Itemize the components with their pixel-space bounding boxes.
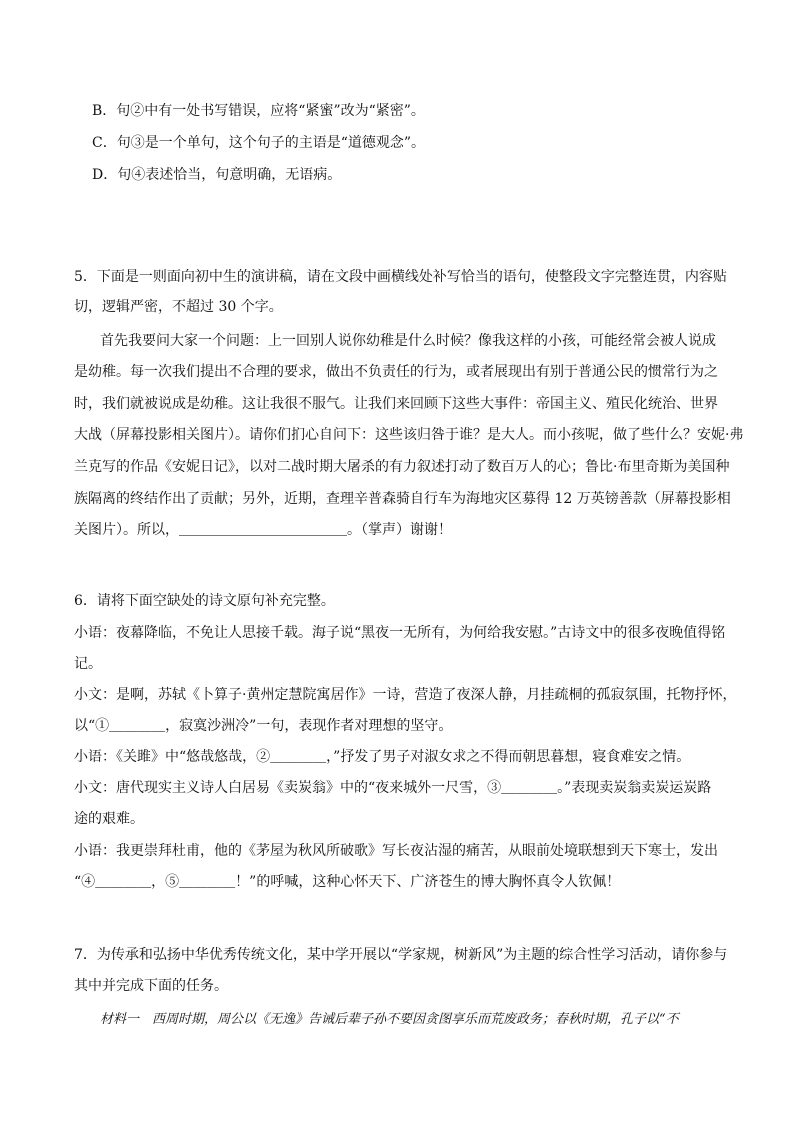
q6-dialogue-line-1: 小语：夜幕降临，不免让人思接千载。海子说“黑夜一无所有，为何给我安慰。”古诗文中的很多夜晚值得铭 bbox=[74, 625, 726, 641]
q5-speech-line-4: 大战（屏幕投影相关图片）。请你们扪心自问下：这些该归咎于谁？是大人。而小孩呢，做了些什么？安妮·弗 bbox=[74, 427, 744, 443]
q6-dialogue-line-7: 途的艰难。 bbox=[74, 811, 144, 827]
q6-dialogue-line-5: 小语：《关雎》中“悠哉悠哉，②＿＿＿＿，”抒发了男子对淑女求之不得而朝思暮想，寝食难安之情。 bbox=[74, 749, 691, 765]
q6-prompt: 6．请将下面空缺处的诗文原句补充完整。 bbox=[74, 593, 335, 609]
q7-prompt-line-2: 其中并完成下面的任务。 bbox=[74, 978, 228, 994]
q7-material-line: 材料一 西周时期，周公以《无逸》告诫后辈子孙不要因贪图享乐而荒废政务；春秋时期，孔子以“不 bbox=[100, 1012, 679, 1027]
q5-speech-line-2: 是幼稚。每一次我们提出不合理的要求，做出不负责任的行为，或者展现出有别于普通公民的惯常行为之 bbox=[74, 364, 718, 380]
q5-speech-line-1: 首先我要问大家一个问题：上一回别人说你幼稚是什么时候？像我这样的小孩，可能经常会被人说成 bbox=[100, 333, 716, 349]
option-b: B．句②中有一处书写错误，应将“紧蜜”改为“紧密”。 bbox=[92, 103, 425, 119]
q5-speech-line-7: 关图片）。所以，＿＿＿＿＿＿＿＿＿＿＿＿。（掌声）谢谢！ bbox=[74, 522, 452, 538]
q5-speech-line-5: 兰克写的作品《安妮日记》，以对二战时期大屠杀的有力叙述打动了数百万人的心；鲁比·布里奇斯为美国种 bbox=[74, 459, 730, 475]
option-c: C．句③是一个单句，这个句子的主语是“道德观念”。 bbox=[92, 135, 426, 151]
q5-prompt-line-1: 5．下面是一则面向初中生的演讲稿，请在文段中画横线处补写恰当的语句，使整段文字完整连贯，内容贴 bbox=[74, 269, 727, 285]
q7-prompt-line-1: 7．为传承和弘扬中华优秀传统文化，某中学开展以“学家规，树新风”为主题的综合性学习活动，请你参与 bbox=[74, 947, 728, 963]
option-d: D．句④表述恰当，句意明确，无语病。 bbox=[92, 167, 342, 183]
q6-dialogue-line-6: 小文：唐代现实主义诗人白居易《卖炭翁》中的“夜来城外一尺雪，③＿＿＿＿。”表现卖炭翁卖炭运炭路 bbox=[74, 780, 712, 796]
q5-speech-line-6: 族隔离的终结作出了贡献；另外，近期，查理辛普森骑自行车为海地灾区募得 12 万英镑善款（屏幕投影相 bbox=[74, 491, 731, 507]
q5-prompt-line-2: 切，逻辑严密，不超过 30 个字。 bbox=[74, 299, 283, 315]
q6-dialogue-line-3: 小文：是啊，苏轼《卜算子·黄州定慧院寓居作》一诗，营造了夜深人静，月挂疏桐的孤寂氛围，托物抒怀， bbox=[74, 687, 737, 703]
q6-dialogue-line-9: “④＿＿＿＿，⑤＿＿＿＿！”的呼喊，这种心怀天下、广济苍生的博大胸怀真令人钦佩！ bbox=[74, 874, 621, 890]
q6-dialogue-line-4: 以“①＿＿＿＿，寂寞沙洲冷”一句，表现作者对理想的坚守。 bbox=[74, 718, 453, 734]
q6-dialogue-line-8: 小语：我更崇拜杜甫，他的《茅屋为秋风所破歌》写长夜沾湿的痛苦，从眼前处境联想到天下寒士，发出 bbox=[74, 843, 718, 859]
q6-dialogue-line-2: 记。 bbox=[74, 656, 102, 672]
q5-speech-line-3: 时，我们就被说成是幼稚。这让我很不服气。让我们来回顾下这些大事件：帝国主义、殖民化统治、世界 bbox=[74, 396, 718, 412]
